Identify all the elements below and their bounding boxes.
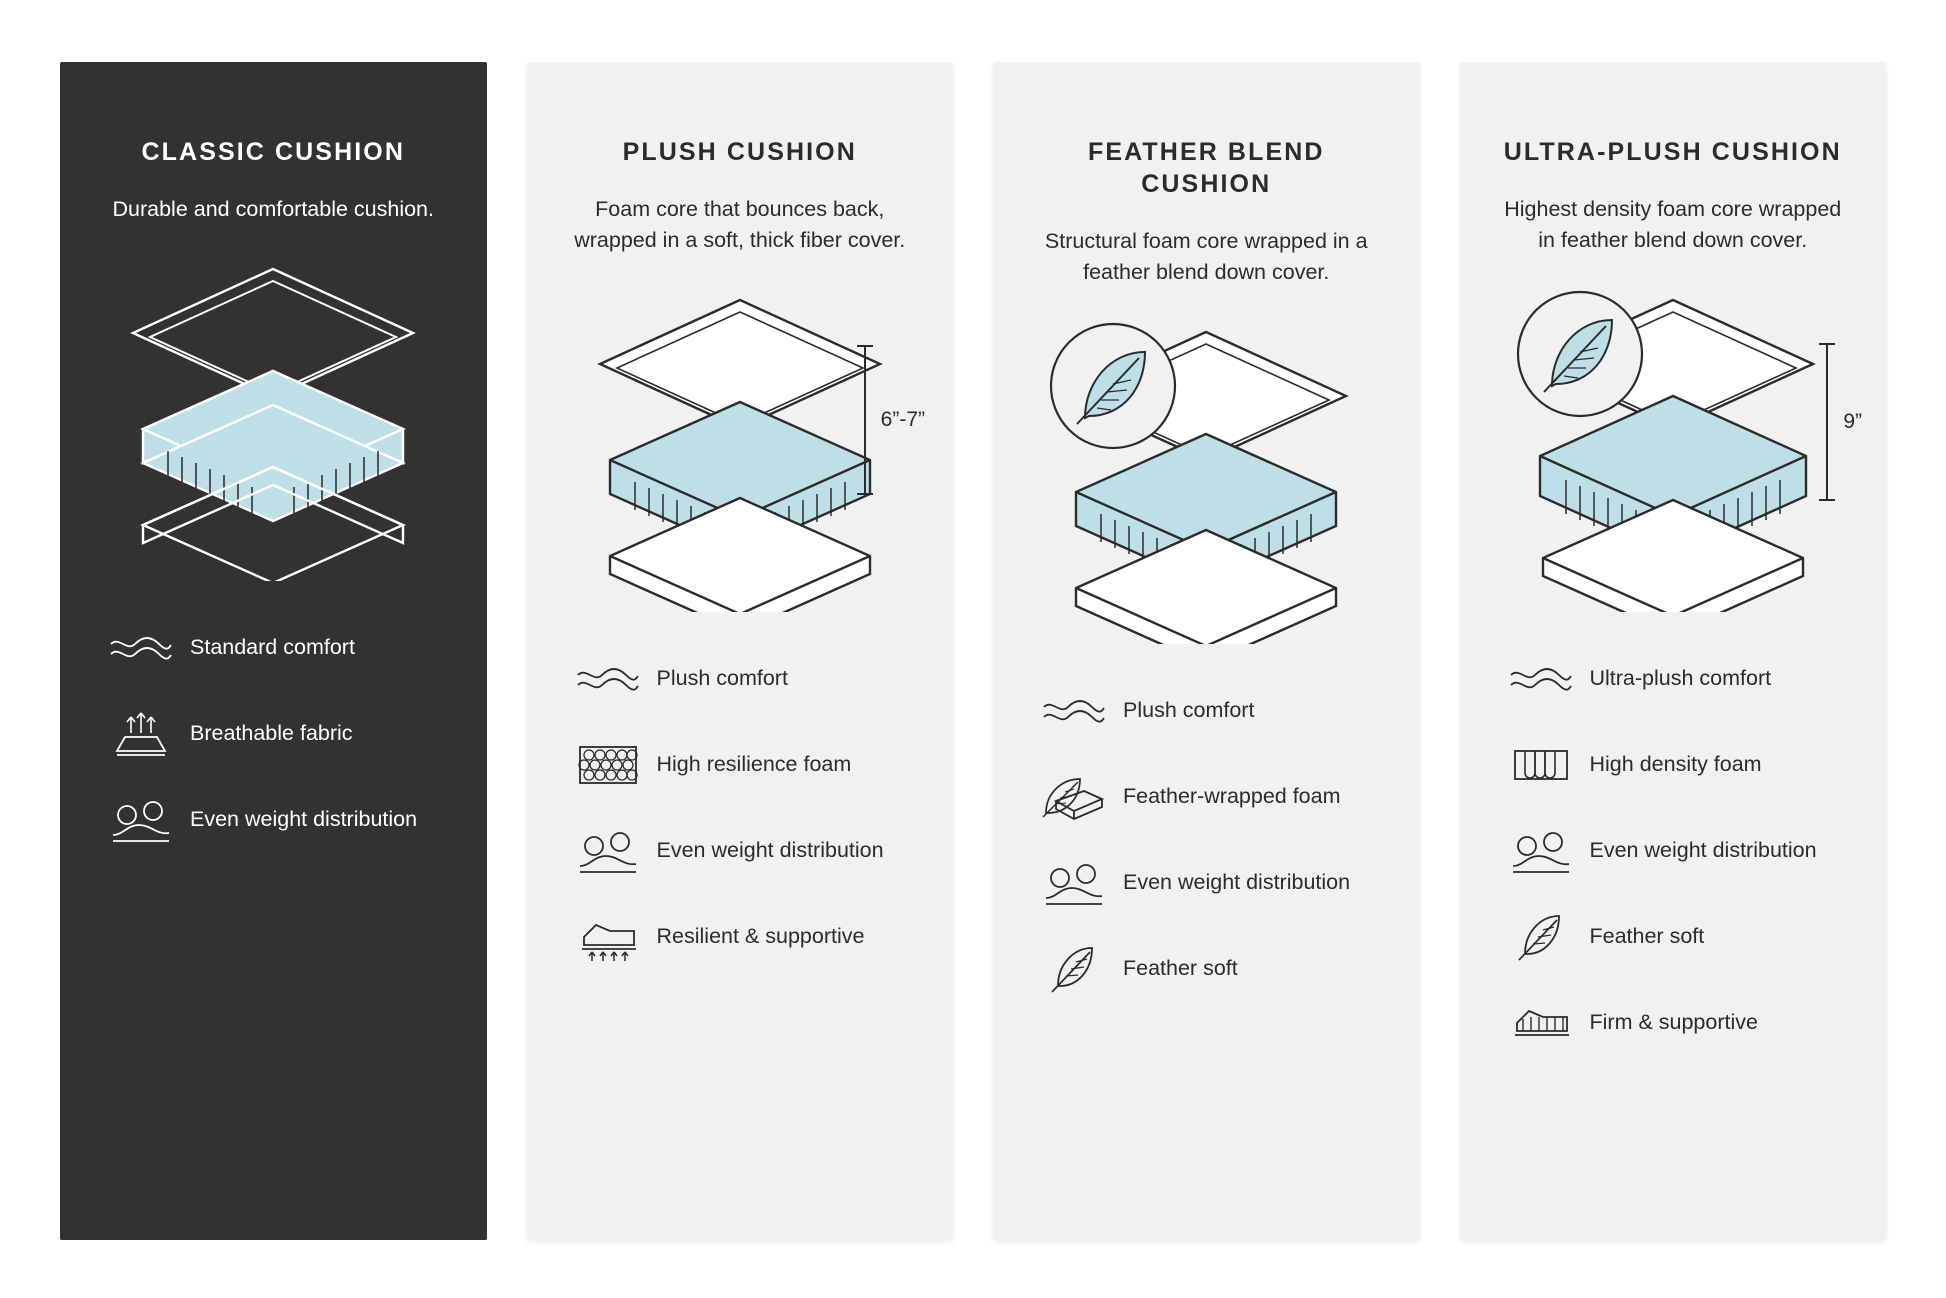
feature-item: [104, 619, 443, 677]
feather-badge-icon: [1051, 324, 1175, 448]
feature-label: Even weight distribution: [656, 838, 884, 863]
feature-item: [1504, 822, 1843, 880]
feature-label: Feather-wrapped foam: [1123, 784, 1341, 809]
feather-icon: [1504, 909, 1578, 965]
feature-item: [1504, 650, 1843, 708]
dimension-line-icon: [857, 340, 873, 500]
feature-list: [993, 664, 1420, 998]
cushion-exploded-illustration: [1460, 282, 1887, 632]
card-title: PLUSH CUSHION: [622, 138, 857, 166]
wave-comfort-icon: [104, 620, 178, 676]
feature-item: [571, 908, 910, 966]
feature-label: Feather soft: [1123, 956, 1238, 981]
cushion-exploded-illustration: [527, 282, 954, 632]
resilient-support-icon: [571, 909, 645, 965]
feature-item: [104, 705, 443, 763]
feather-wrapped-foam-icon: [1037, 769, 1111, 825]
dimension-line-icon: [1819, 338, 1835, 506]
feature-label: Resilient & supportive: [656, 924, 865, 949]
feature-label: Firm & supportive: [1589, 1010, 1758, 1035]
card-description: Durable and comfortable cushion.: [112, 197, 434, 221]
cushion-exploded-illustration: [60, 251, 487, 601]
cushion-layers-icon: [108, 251, 438, 581]
feature-item: [1504, 908, 1843, 966]
feature-list: [60, 601, 487, 849]
dimension-label: 9”: [1843, 410, 1862, 434]
feature-item: [571, 822, 910, 880]
wave-comfort-icon: [1504, 651, 1578, 707]
even-weight-distribution-icon: [104, 792, 178, 848]
dimension-marker: [857, 340, 925, 500]
feature-label: High density foam: [1589, 752, 1762, 777]
feature-item: [1504, 994, 1843, 1052]
feature-label: High resilience foam: [656, 752, 852, 777]
card-plush-cushion: [527, 62, 954, 1240]
dimension-label: 6”-7”: [880, 408, 925, 432]
feather-badge-icon: [1518, 292, 1642, 416]
feature-item: [1037, 682, 1376, 740]
even-weight-distribution-icon: [1504, 823, 1578, 879]
even-weight-distribution-icon: [571, 823, 645, 879]
high-density-foam-icon: [1504, 737, 1578, 793]
feature-item: [104, 791, 443, 849]
card-description: Highest density foam core wrapped in feather blend down cover.: [1504, 197, 1842, 253]
feature-item: [571, 736, 910, 794]
feature-list: [527, 632, 954, 966]
card-ultra-plush-cushion: [1460, 62, 1887, 1240]
card-title: ULTRA-PLUSH CUSHION: [1503, 138, 1842, 166]
card-title: FEATHER BLEND CUSHION: [1087, 138, 1325, 198]
feature-item: [1037, 940, 1376, 998]
cushion-layers-icon: [1508, 282, 1838, 612]
honeycomb-foam-icon: [571, 737, 645, 793]
even-weight-distribution-icon: [1037, 855, 1111, 911]
feature-label: Even weight distribution: [1589, 838, 1817, 863]
card-classic-cushion: [60, 62, 487, 1240]
card-title: CLASSIC CUSHION: [141, 138, 405, 166]
cushion-layers-icon: [1041, 314, 1371, 644]
firm-support-icon: [1504, 995, 1578, 1051]
wave-comfort-icon: [1037, 683, 1111, 739]
feature-item: [1504, 736, 1843, 794]
feature-label: Plush comfort: [1123, 698, 1255, 723]
card-description: Foam core that bounces back, wrapped in a soft, thick fiber cover.: [574, 197, 906, 253]
feature-label: Standard comfort: [190, 635, 355, 660]
cushion-layers-icon: [575, 282, 905, 612]
feature-label: Feather soft: [1589, 924, 1705, 949]
feature-item: [1037, 768, 1376, 826]
feature-item: [571, 650, 910, 708]
dimension-marker: [1819, 338, 1862, 506]
card-feather-blend-cushion: [993, 62, 1420, 1240]
feature-label: Plush comfort: [656, 666, 788, 691]
feature-label: Breathable fabric: [190, 721, 353, 746]
feature-item: [1037, 854, 1376, 912]
card-description: Structural foam core wrapped in a feather blend down cover.: [1044, 229, 1368, 285]
breathable-fabric-icon: [104, 706, 178, 762]
feature-list: [1460, 632, 1887, 1052]
cushion-exploded-illustration: [993, 314, 1420, 664]
feather-icon: [1037, 941, 1111, 997]
wave-comfort-icon: [571, 651, 645, 707]
feature-label: Even weight distribution: [190, 807, 418, 832]
feature-label: Even weight distribution: [1123, 870, 1351, 895]
feature-label: Ultra-plush comfort: [1589, 666, 1772, 691]
